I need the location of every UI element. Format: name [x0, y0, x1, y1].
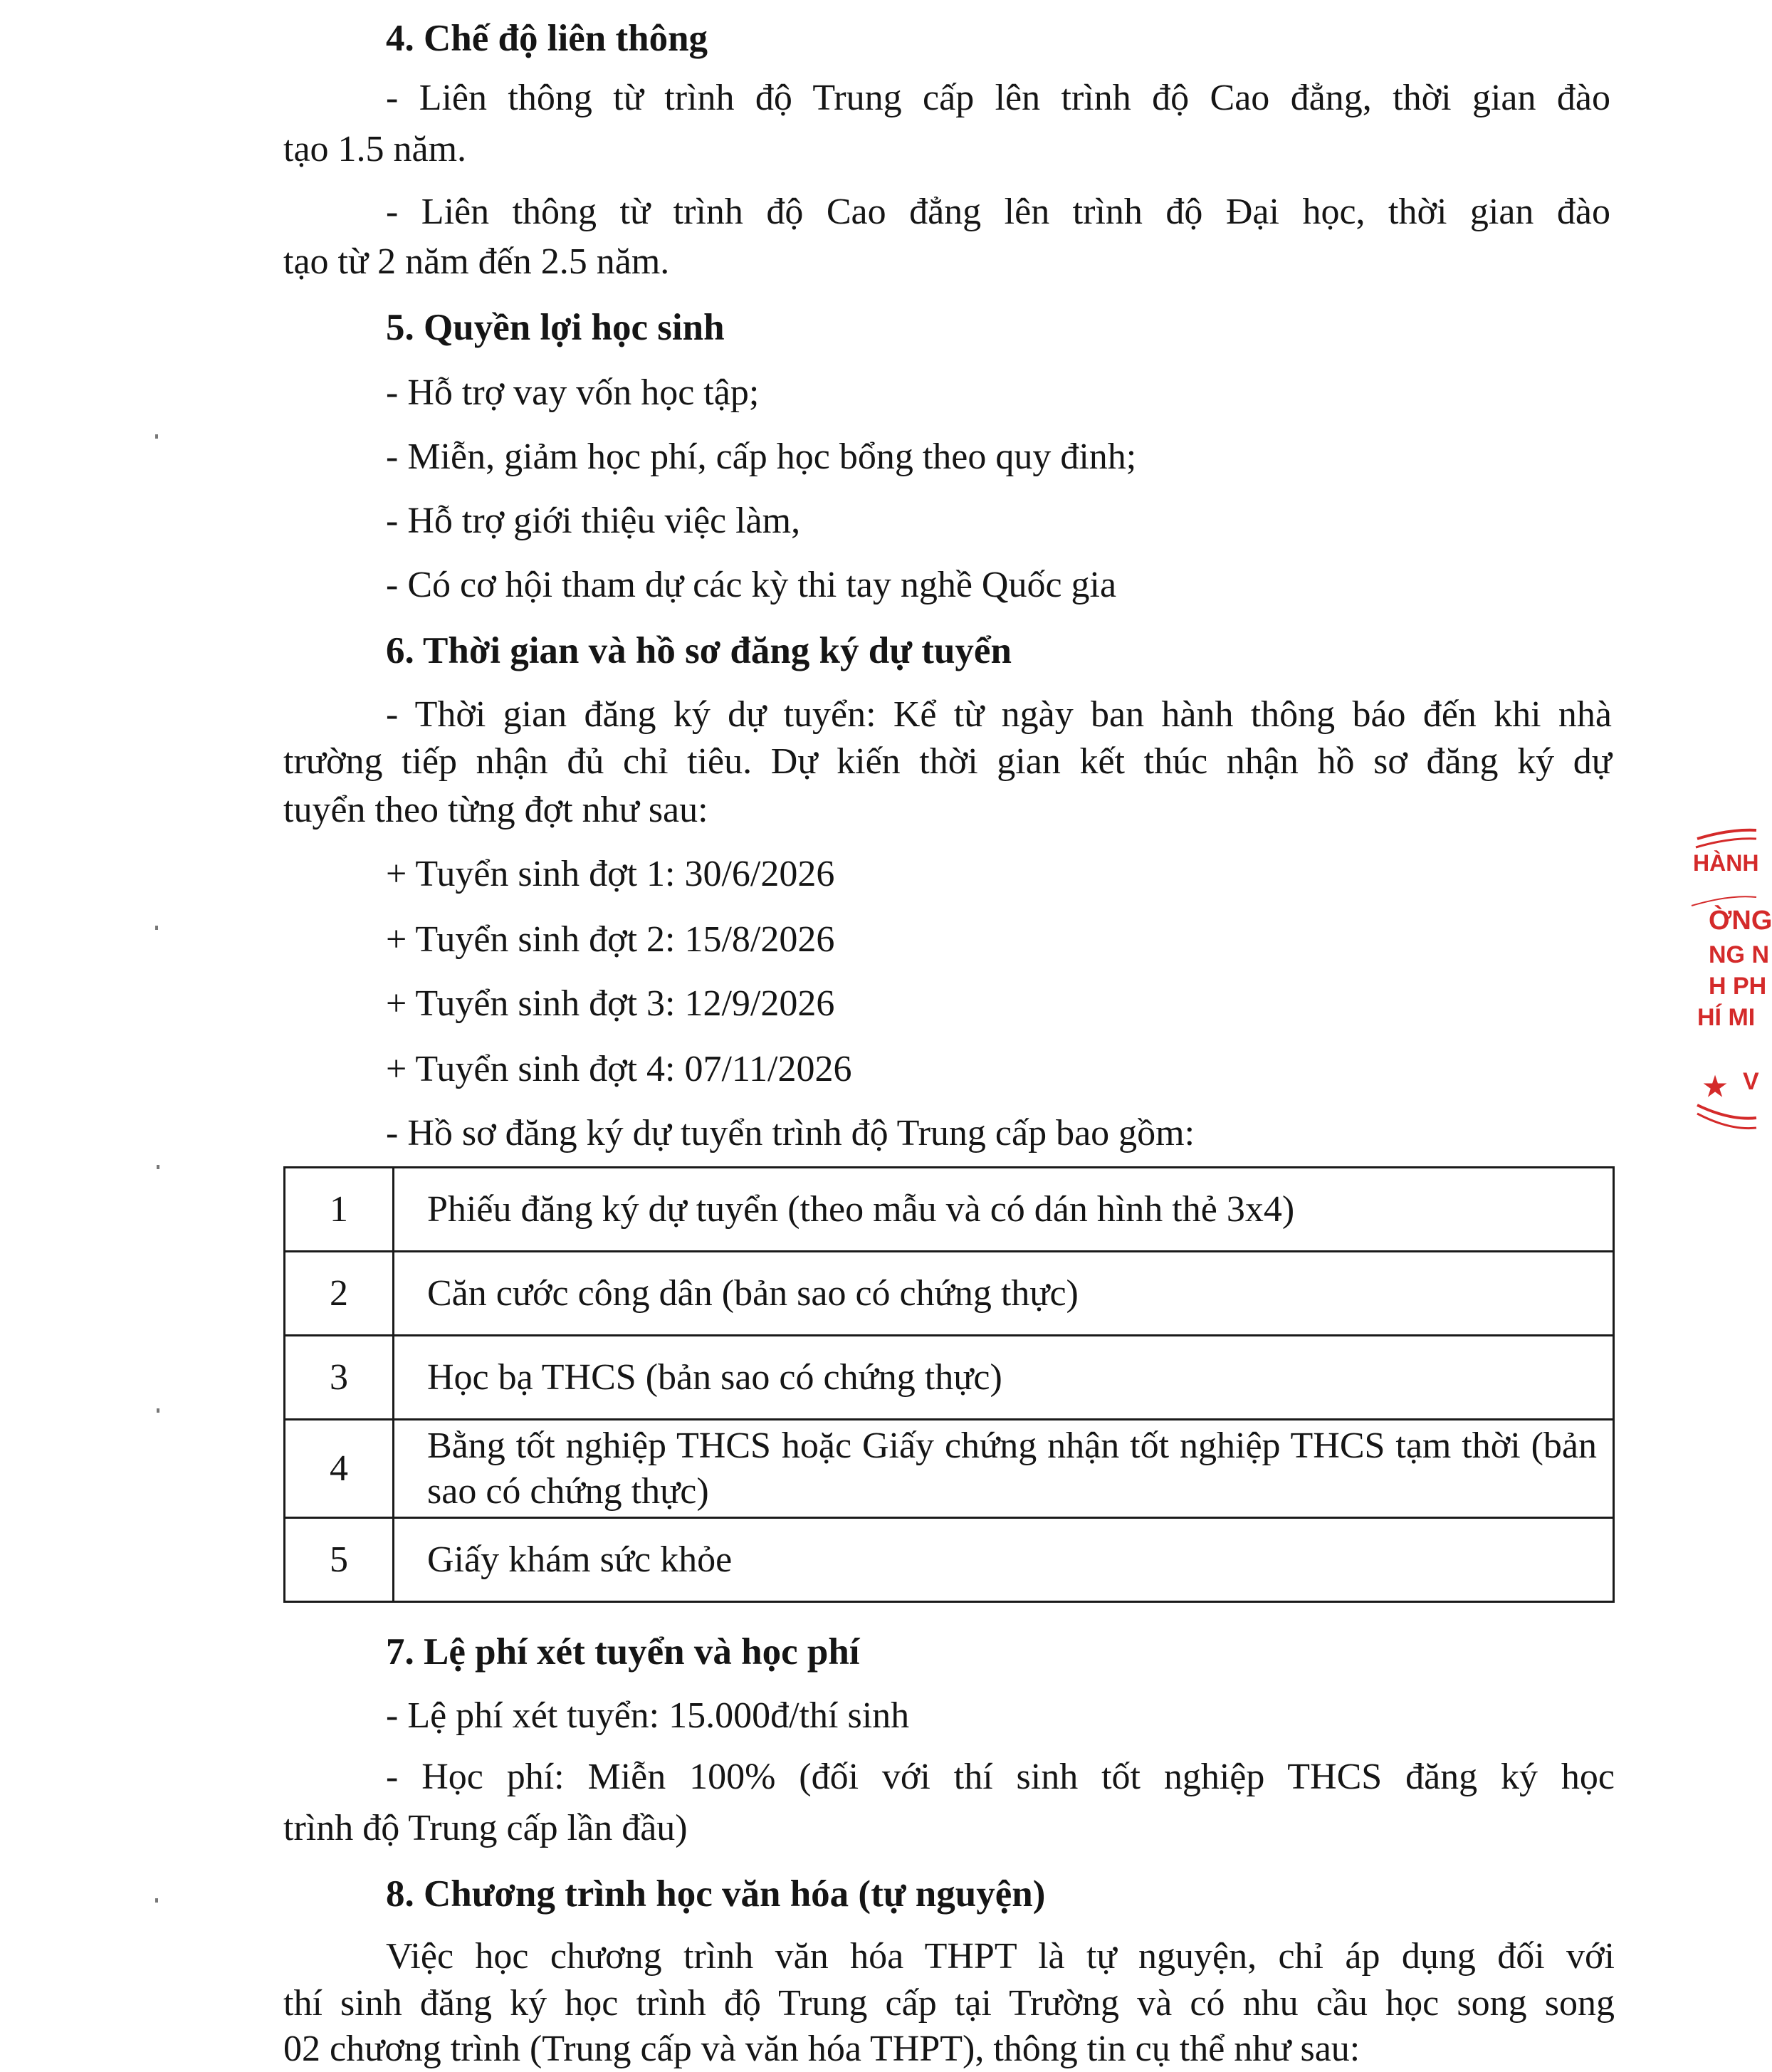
section-8-para-line-2: thí sinh đăng ký học trình độ Trung cấp tại Trường và có nhu cầu học song song — [283, 1983, 1615, 2024]
section-7-heading: 7. Lệ phí xét tuyển và học phí — [386, 1631, 860, 1673]
section-4-item-1-line-2: tạo 1.5 năm. — [283, 129, 467, 169]
section-8-para-line-1: Việc học chương trình văn hóa THPT là tự nguyện, chỉ áp dụng đối với — [386, 1936, 1615, 1977]
stamp-text: ỜNG — [1709, 906, 1772, 936]
section-4-heading: 4. Chế độ liên thông — [386, 18, 708, 59]
section-6-heading: 6. Thời gian và hồ sơ đăng ký dự tuyển — [386, 630, 1012, 671]
round-item: + Tuyển sinh đợt 3: 12/9/2026 — [386, 983, 835, 1024]
section-6-para-line-2: trường tiếp nhận đủ chỉ tiêu. Dự kiến thời gian kết thúc nhận hồ sơ đăng ký dự — [283, 741, 1612, 782]
stamp-star-icon: ★ — [1703, 1072, 1728, 1102]
table-cell-number: 5 — [285, 1518, 394, 1602]
table-cell-text: Phiếu đăng ký dự tuyển (theo mẫu và có dán hình thẻ 3x4) — [394, 1168, 1614, 1252]
scan-speck — [155, 1898, 158, 1903]
official-stamp-fragment — [1687, 826, 1772, 1139]
section-4-item-2-line-1: - Liên thông từ trình độ Cao đẳng lên trình độ Đại học, thời gian đào — [386, 192, 1610, 232]
table-row — [285, 1168, 1614, 1252]
table-cell-text: Học bạ THCS (bản sao có chứng thực) — [394, 1336, 1614, 1420]
scan-speck — [157, 1408, 159, 1413]
table-cell-number: 1 — [285, 1168, 394, 1252]
tuition-line-2: trình độ Trung cấp lần đầu) — [283, 1808, 688, 1848]
round-item: + Tuyển sinh đợt 4: 07/11/2026 — [386, 1049, 852, 1089]
scan-speck — [155, 434, 158, 439]
section-8-para-line-3: 02 chương trình (Trung cấp và văn hóa THPT), thông tin cụ thể như sau: — [283, 2029, 1361, 2069]
table-cell-number: 2 — [285, 1252, 394, 1336]
section-5-heading: 5. Quyền lợi học sinh — [386, 307, 725, 348]
table-row — [285, 1518, 1614, 1602]
round-item: + Tuyển sinh đợt 1: 30/6/2026 — [386, 854, 835, 894]
stamp-text: HÀNH — [1693, 850, 1759, 876]
table-row — [285, 1420, 1614, 1518]
table-cell-text: Bằng tốt nghiệp THCS hoặc Giấy chứng nhận tốt nghiệp THCS tạm thời (bản sao có chứng thực) — [394, 1420, 1614, 1518]
table-cell-text: Căn cước công dân (bản sao có chứng thực) — [394, 1252, 1614, 1336]
table-cell-text: Giấy khám sức khỏe — [394, 1518, 1614, 1602]
scan-speck — [155, 926, 158, 930]
stamp-text: HÍ MI — [1697, 1004, 1756, 1031]
section-4-item-2-line-2: tạo từ 2 năm đến 2.5 năm. — [283, 241, 670, 282]
section-6-para-line-3: tuyển theo từng đợt như sau: — [283, 790, 708, 830]
benefit-item: - Hỗ trợ giới thiệu việc làm, — [386, 501, 801, 541]
table-row — [285, 1252, 1614, 1336]
stamp-text: V — [1743, 1068, 1759, 1095]
table-row — [285, 1336, 1614, 1420]
benefit-item: - Hỗ trợ vay vốn học tập; — [386, 372, 760, 413]
scan-speck — [157, 1165, 159, 1169]
dossier-table — [283, 1166, 1615, 1603]
section-4-item-1-line-1: - Liên thông từ trình độ Trung cấp lên trình độ Cao đẳng, thời gian đào — [386, 78, 1610, 118]
benefit-item: - Có cơ hội tham dự các kỳ thi tay nghề Quốc gia — [386, 565, 1117, 605]
stamp-text: NG N — [1709, 941, 1769, 968]
table-cell-number: 3 — [285, 1336, 394, 1420]
stamp-text: H PH — [1709, 973, 1767, 1000]
section-8-heading: 8. Chương trình học văn hóa (tự nguyện) — [386, 1873, 1046, 1915]
round-item: + Tuyển sinh đợt 2: 15/8/2026 — [386, 919, 835, 960]
dossier-intro: - Hồ sơ đăng ký dự tuyển trình độ Trung cấp bao gồm: — [386, 1113, 1195, 1153]
benefit-item: - Miễn, giảm học phí, cấp học bổng theo quy đinh; — [386, 436, 1137, 477]
fee-line: - Lệ phí xét tuyển: 15.000đ/thí sinh — [386, 1695, 910, 1736]
tuition-line-1: - Học phí: Miễn 100% (đối với thí sinh tốt nghiệp THCS đăng ký học — [386, 1757, 1615, 1797]
section-6-para-line-1: - Thời gian đăng ký dự tuyển: Kể từ ngày ban hành thông báo đến khi nhà — [386, 694, 1612, 735]
table-cell-number: 4 — [285, 1420, 394, 1518]
